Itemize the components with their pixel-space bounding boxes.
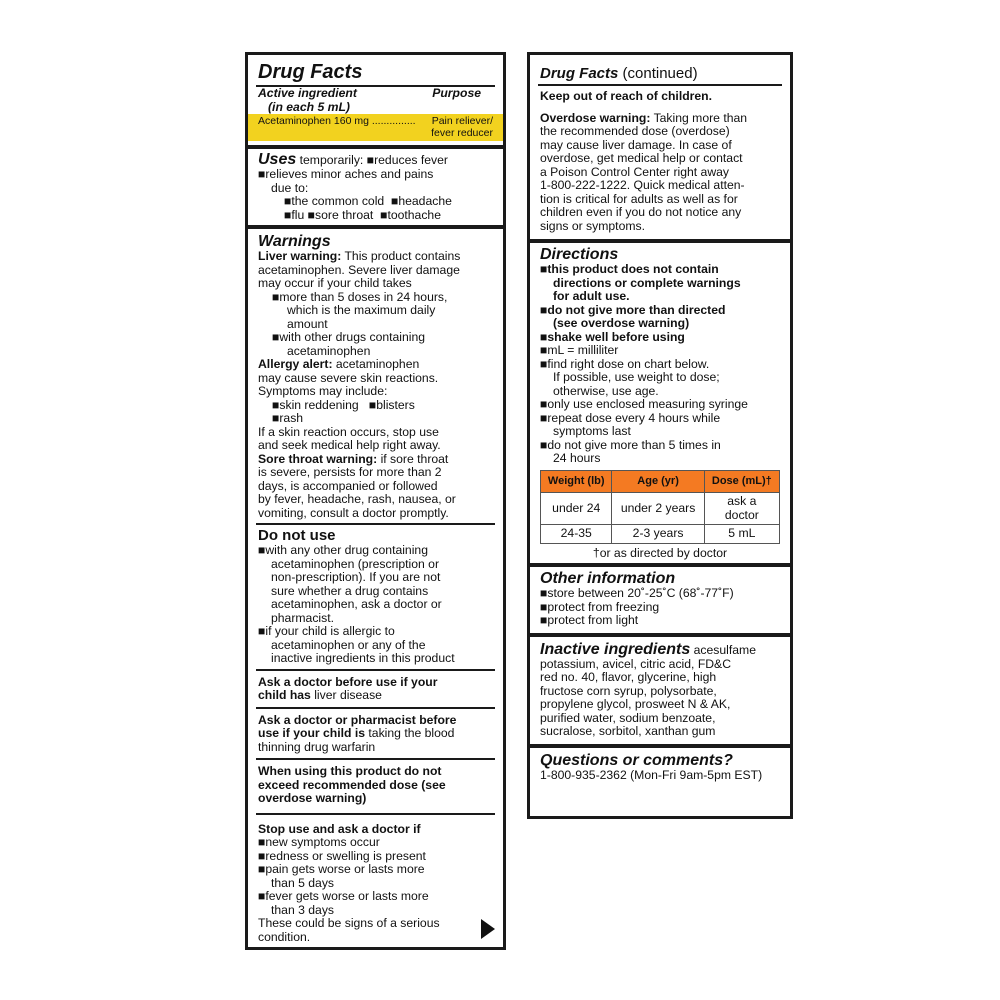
continue-arrow-icon — [481, 919, 495, 939]
allergy-text-2: may cause severe skin reactions. — [258, 370, 439, 385]
stop-use-bullet-1: ■ new symptoms occur — [258, 836, 493, 850]
stop-use-end-1: These could be signs of a serious — [258, 916, 440, 930]
allergy-text-1: acetaminophen — [335, 357, 420, 371]
keep-out-text: Keep out of reach of children. — [540, 89, 712, 103]
dosing-row2-age: 2-3 years — [612, 525, 704, 544]
ask-pharmacist-text-1: Ask a doctor or pharmacist before — [258, 712, 457, 727]
dosing-footnote: †or as directed by doctor — [592, 545, 728, 560]
uses-cold: ■ the common cold — [284, 194, 384, 208]
directions-bullet-7: ■ repeat dose every 4 hours while — [540, 412, 780, 426]
do-not-use-bullet-2-cont-2: inactive ingredients in this product — [271, 651, 455, 665]
allergy-text-5: and seek medical help right away. — [258, 438, 441, 452]
drug-facts-panel-left — [245, 52, 506, 950]
inactive-text-2: potassium, avicel, citric acid, FD&C — [540, 656, 731, 671]
drug-facts-panel-right — [527, 52, 793, 819]
uses-toothache: ■ toothache — [380, 208, 441, 222]
table-row — [541, 493, 780, 525]
ask-doctor-text-2: child has — [258, 688, 311, 702]
ask-pharmacist-text-2b: taking the blood — [368, 726, 455, 740]
other-info-title: Other information — [540, 570, 676, 587]
dosing-row1-dose — [704, 493, 779, 525]
overdose-text-3: may cause liver damage. In case of — [540, 137, 732, 152]
ask-doctor-text-1: Ask a doctor before use if your — [258, 674, 438, 689]
stop-use-bullet-4: ■ fever gets worse or lasts more — [258, 890, 493, 904]
stop-use-title: Stop use and ask a doctor if — [258, 821, 421, 836]
questions-title: Questions or comments? — [540, 751, 733, 769]
directions-bullet-8-cont: 24 hours — [553, 451, 601, 465]
inactive-text-5: propylene glycol, prosweet N & AK, — [540, 697, 731, 711]
do-not-use-title: Do not use — [258, 527, 336, 544]
active-ingredient-header: Active ingredient — [258, 86, 357, 100]
ask-doctor-section — [248, 671, 503, 707]
sore-throat-label: Sore throat warning: — [258, 451, 378, 466]
uses-throat: ■ sore throat — [308, 208, 374, 222]
continued-title-suffix: (continued) — [622, 65, 698, 82]
inactive-text-4: fructose corn syrup, polysorbate, — [540, 683, 717, 698]
liver-warning-text-3: may occur if your child takes — [258, 276, 412, 290]
dosing-row1-age: under 2 years — [612, 493, 704, 525]
overdose-text-1: Taking more than — [653, 110, 748, 125]
dosing-row2-weight: 24-35 — [541, 525, 612, 544]
other-info-section — [530, 567, 790, 633]
table-row — [541, 525, 780, 544]
inactive-text-7: sucralose, sorbitol, xanthan gum — [540, 724, 716, 738]
liver-warning-text-2: acetaminophen. Severe liver damage — [258, 262, 460, 277]
uses-title: Uses — [258, 151, 297, 168]
when-using-text-1: When using this product do not — [258, 764, 442, 778]
stop-use-section — [248, 815, 503, 945]
questions-section — [530, 748, 790, 783]
uses-aches: ■ relieves minor aches and pains — [258, 168, 493, 182]
inactive-text-1: acesulfame — [693, 642, 756, 657]
ask-doctor-liver: liver disease — [314, 688, 382, 702]
directions-bullet-2: ■ do not give more than directed — [540, 304, 780, 318]
directions-bullet-4: ■ mL = milliliter — [540, 344, 780, 358]
dosing-header-weight: Weight (lb) — [541, 470, 612, 493]
uses-aches-due: due to: — [271, 180, 309, 195]
dosing-header-age: Age (yr) — [612, 470, 704, 493]
liver-bullet-2: ■ with other drugs containing — [272, 330, 425, 344]
directions-bullet-1-cont-2: for adult use. — [553, 289, 630, 303]
allergy-reddening: ■ skin reddening — [272, 398, 359, 412]
stop-use-end-2: condition. — [258, 929, 311, 944]
overdose-text-5: a Poison Control Center right away — [540, 164, 730, 179]
allergy-text-3: Symptoms may include: — [258, 384, 388, 398]
do-not-use-bullet-1-cont-4: acetaminophen, ask a doctor or — [271, 597, 442, 611]
active-ingredient-purpose-2: fever reducer — [431, 126, 493, 139]
sore-throat-text-3: days, is accompanied or followed — [258, 478, 438, 493]
stop-use-bullet-4-cont: than 3 days — [271, 902, 335, 917]
active-ingredient-purpose-1: Pain reliever/ — [431, 115, 493, 127]
liver-bullet-2-cont: acetaminophen — [287, 343, 371, 358]
overdose-text-7: tion is critical for adults as well as for — [540, 191, 738, 206]
continued-title — [540, 65, 780, 82]
purpose-header: Purpose — [432, 86, 481, 100]
active-ingredient-section — [248, 87, 503, 141]
dosing-row2-dose: 5 mL — [704, 525, 779, 544]
ask-pharmacist-text-3: thinning drug warfarin — [258, 739, 376, 754]
directions-bullet-1-cont-1: directions or complete warnings — [553, 275, 741, 290]
directions-section — [530, 243, 790, 563]
do-not-use-bullet-1-cont-3: sure whether a drug contains — [271, 583, 429, 598]
overdose-text-8: children even if you do not notice any — [540, 205, 742, 219]
do-not-use-bullet-1-cont-1: acetaminophen (prescription or — [271, 556, 440, 571]
directions-bullet-3: ■ shake well before using — [540, 331, 780, 345]
overdose-text-9: signs or symptoms. — [540, 218, 645, 233]
directions-bullet-5-cont-1: If possible, use weight to dose; — [553, 370, 720, 384]
allergy-rash: ■ rash — [272, 411, 303, 425]
ask-pharmacist-text-2: use if your child is — [258, 726, 366, 740]
directions-bullet-8: ■ do not give more than 5 times in — [540, 439, 780, 453]
sore-throat-text-2: is severe, persists for more than 2 — [258, 465, 442, 479]
do-not-use-bullet-1-cont-5: pharmacist. — [271, 610, 334, 625]
dosing-table — [540, 470, 780, 544]
warnings-section — [248, 229, 503, 523]
uses-section — [248, 149, 503, 225]
liver-bullet-1: ■ more than 5 doses in 24 hours, — [272, 290, 447, 304]
keep-out-section — [530, 86, 790, 239]
other-info-bullet-2: ■ protect from freezing — [540, 601, 780, 615]
liver-bullet-1-cont-2: amount — [287, 316, 328, 331]
allergy-text-4: If a skin reaction occurs, stop use — [258, 424, 439, 439]
overdose-text-2: the recommended dose (overdose) — [540, 124, 730, 138]
directions-bullet-2-cont: (see overdose warning) — [553, 316, 690, 330]
inactive-ingredients-title: Inactive ingredients — [540, 640, 691, 658]
when-using-section — [248, 760, 503, 813]
do-not-use-bullet-1-cont-2: non-prescription). If you are not — [271, 570, 441, 584]
directions-bullet-7-cont: symptoms last — [553, 424, 631, 438]
do-not-use-bullet-2: ■ if your child is allergic to — [258, 625, 493, 639]
questions-phone: 1-800-935-2362 (Mon-Fri 9am-5pm EST) — [540, 767, 763, 782]
dosing-row1-weight: under 24 — [541, 493, 612, 525]
allergy-blisters: ■ blisters — [369, 398, 415, 412]
other-info-bullet-1: ■ store between 20˚-25˚C (68˚-77˚F) — [540, 587, 780, 601]
drug-facts-title: Drug Facts — [258, 61, 363, 83]
sore-throat-text-4: by fever, headache, rash, nausea, or — [258, 492, 456, 506]
warnings-title: Warnings — [258, 233, 331, 250]
overdose-label: Overdose warning: — [540, 110, 651, 125]
other-info-bullet-3: ■ protect from light — [540, 614, 780, 628]
stop-use-bullet-3-cont: than 5 days — [271, 875, 335, 890]
dosing-row1-dose-2: doctor — [724, 507, 759, 522]
uses-fever: ■ reduces fever — [367, 153, 448, 167]
active-ingredient-subheader: (in each 5 mL) — [268, 99, 350, 114]
overdose-text-4: overdose, get medical help or contact — [540, 151, 743, 165]
inactive-text-6: purified water, sodium benzoate, — [540, 710, 716, 725]
do-not-use-bullet-2-cont-1: acetaminophen or any of the — [271, 637, 426, 652]
sore-throat-text-1: if sore throat — [380, 451, 449, 466]
inactive-ingredients-section — [530, 637, 790, 744]
dosing-row1-dose-1: ask a — [727, 494, 757, 508]
liver-warning-label: Liver warning: — [258, 249, 342, 263]
overdose-text-6: 1-800-222-1222. Quick medical atten- — [540, 178, 745, 192]
directions-bullet-1: ■ this product does not contain — [540, 263, 780, 277]
allergy-alert-label: Allergy alert: — [258, 357, 333, 371]
liver-warning-text: This product contains — [344, 249, 461, 263]
directions-bullet-5-cont-2: otherwise, use age. — [553, 383, 659, 398]
directions-title: Directions — [540, 246, 619, 263]
active-ingredient-name: Acetaminophen 160 mg ............... — [258, 115, 416, 127]
do-not-use-bullet-1: ■ with any other drug containing — [258, 544, 493, 558]
when-using-text-2: exceed recommended dose (see — [258, 777, 446, 792]
directions-bullet-5: ■ find right dose on chart below. — [540, 358, 780, 372]
stop-use-bullet-3: ■ pain gets worse or lasts more — [258, 863, 493, 877]
active-ingredient-row — [248, 114, 503, 141]
do-not-use-section — [248, 525, 503, 669]
uses-headache: ■ headache — [391, 194, 452, 208]
stop-use-bullet-2: ■ redness or swelling is present — [258, 850, 493, 864]
uses-intro: temporarily: — [299, 153, 364, 167]
directions-bullet-6: ■ only use enclosed measuring syringe — [540, 398, 780, 412]
uses-flu: ■ flu — [284, 208, 304, 222]
inactive-text-3: red no. 40, flavor, glycerine, high — [540, 670, 717, 684]
ask-pharmacist-section — [248, 709, 503, 759]
dosing-table-header — [541, 470, 780, 493]
when-using-text-3: overdose warning) — [258, 791, 367, 805]
continued-title-bold: Drug Facts — [540, 65, 619, 82]
sore-throat-text-5: vomiting, consult a doctor promptly. — [258, 505, 449, 520]
dosing-header-dose: Dose (mL)† — [704, 470, 779, 493]
liver-bullet-1-cont: which is the maximum daily — [287, 303, 436, 317]
